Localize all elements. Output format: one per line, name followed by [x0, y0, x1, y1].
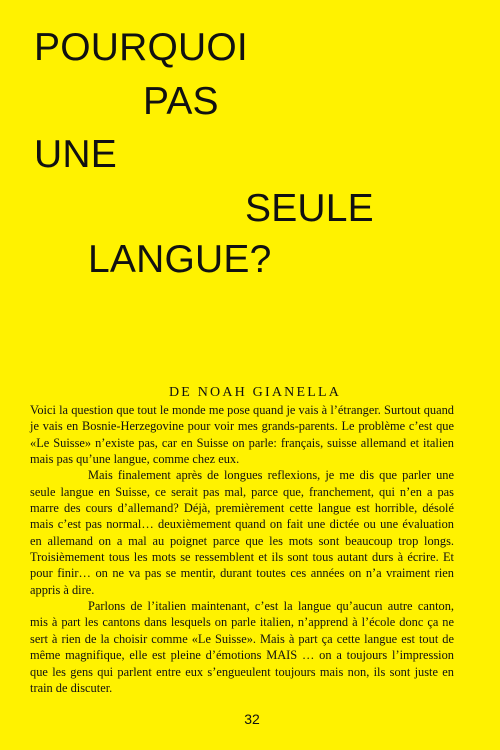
- author-byline: DE NOAH GIANELLA: [168, 385, 342, 400]
- title-line-4: SEULE: [245, 187, 374, 230]
- article-paragraph-1: Voici la question que tout le monde me pose quand je vais à l’étranger. Surtout quand je vais en Bosnie-Herzegovine pour voir mes grands-parents. Le problème c’est que «Le Suisse» n’existe pas, car en Suisse on parle: français, suisse allemand et italien mais pas qu’une langue, comme chez eux.: [30, 403, 454, 467]
- article-body: [30, 402, 454, 696]
- article-paragraph-2: Mais finalement après de longues reflexions, je me dis que parler une seule langue en Suisse, ce serait pas mal, parce que, franchement, qui n’en a pas marre des cours d’allemand? Déjà, premièrement cette langue est horrible, désolé mais c’est pas normal… deuxièmement quand on fait une dictée ou une évaluation en allemand on a mal au poignet parce que les mots sont beaucoup trop longs. Troisièmement tous les mots se ressemblent et ils sont tous autant durs à écrire. Et pour finir… on ne va pas se mentir, durant toutes ces années on n’a vraiment rien appris à dire.: [30, 468, 454, 597]
- article-paragraph-3: Parlons de l’italien maintenant, c’est la langue qu’aucun autre canton, mis à part les cantons dans lesquels on parle italien, n’apprend à l’école donc ça ne sert à rien de la choisir comme «Le Suisse». Mais à part ça cette langue est tout de même magnifique, elle est pleine d’émotions MAIS … on a toujours l’impression que les gens qui parlent entre eux s’engueulent toujours mais non, ils sont juste en train de discuter.: [30, 599, 454, 695]
- title-line-1: POURQUOI: [34, 26, 248, 69]
- page-number: 32: [244, 711, 260, 727]
- title-line-5: LANGUE?: [88, 238, 272, 281]
- title-line-3: UNE: [34, 133, 117, 176]
- title-line-2: PAS: [143, 80, 219, 123]
